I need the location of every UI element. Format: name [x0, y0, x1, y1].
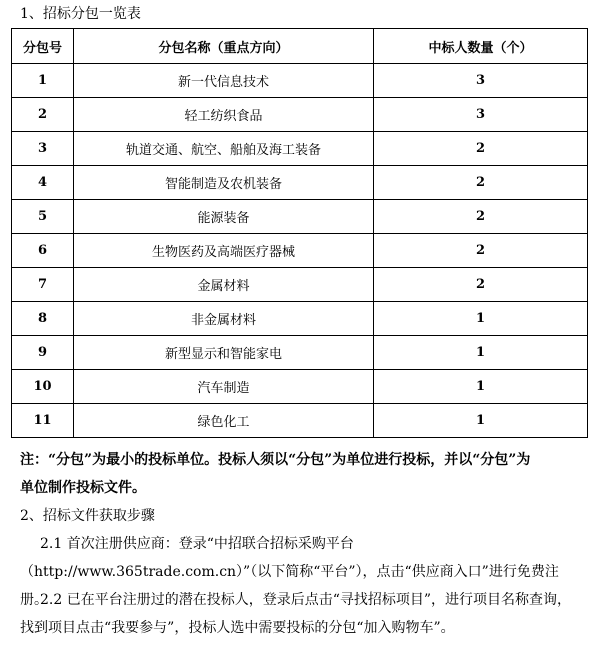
package-no-cell: 10	[12, 370, 74, 404]
package-no-cell: 6	[12, 234, 74, 268]
header-package-name: 分包名称（重点方向）	[74, 29, 374, 64]
winner-count-cell: 2	[374, 132, 588, 166]
package-name-cell: 能源装备	[74, 200, 374, 234]
winner-count-cell: 1	[374, 336, 588, 370]
table-row	[12, 336, 588, 370]
package-table	[11, 28, 588, 438]
package-no-cell: 11	[12, 404, 74, 438]
table-row	[12, 268, 588, 302]
package-note: 注：“分包”为最小的投标单位。投标人须以“分包”为单位进行投标，并以“分包”为单位制作投标文件。	[20, 452, 531, 496]
winner-count-cell: 2	[374, 268, 588, 302]
table-row	[12, 302, 588, 336]
package-no-cell: 2	[12, 98, 74, 132]
package-name-cell: 非金属材料	[74, 302, 374, 336]
package-no-cell: 4	[12, 166, 74, 200]
package-name-cell: 生物医药及高端医疗器械	[74, 234, 374, 268]
step-2-2: 2.2 已在平台注册过的潜在投标人，登录后点击“寻找招标项目”，进行项目名称查询，找到项目点击“我要参与”，投标人选中需要投标的分包“加入购物车”。	[20, 592, 572, 636]
section-1-title: 1、招标分包一览表	[20, 6, 141, 22]
table-row	[12, 166, 588, 200]
winner-count-cell: 2	[374, 166, 588, 200]
winner-count-cell: 2	[374, 234, 588, 268]
package-name-cell: 汽车制造	[74, 370, 374, 404]
package-name-cell: 新一代信息技术	[74, 64, 374, 98]
package-no-cell: 9	[12, 336, 74, 370]
package-no-cell: 5	[12, 200, 74, 234]
package-name-cell: 轨道交通、航空、船舶及海工装备	[74, 132, 374, 166]
winner-count-cell: 2	[374, 200, 588, 234]
package-name-cell: 金属材料	[74, 268, 374, 302]
winner-count-cell: 1	[374, 370, 588, 404]
table-row	[12, 370, 588, 404]
table-row	[12, 98, 588, 132]
package-name-cell: 绿色化工	[74, 404, 374, 438]
table-header-row	[12, 29, 588, 64]
winner-count-cell: 1	[374, 404, 588, 438]
table-row	[12, 200, 588, 234]
winner-count-cell: 3	[374, 64, 588, 98]
winner-count-cell: 1	[374, 302, 588, 336]
package-name-cell: 轻工纺织食品	[74, 98, 374, 132]
package-no-cell: 3	[12, 132, 74, 166]
header-package-no: 分包号	[12, 29, 74, 64]
package-no-cell: 1	[12, 64, 74, 98]
package-no-cell: 7	[12, 268, 74, 302]
table-row	[12, 404, 588, 438]
winner-count-cell: 3	[374, 98, 588, 132]
package-name-cell: 智能制造及农机装备	[74, 166, 374, 200]
table-row	[12, 234, 588, 268]
header-winner-count: 中标人数量（个）	[374, 29, 588, 64]
table-row	[12, 132, 588, 166]
package-name-cell: 新型显示和智能家电	[74, 336, 374, 370]
step-2-1: 2.1 首次注册供应商：登录“中招联合招标采购平台（http://www.365trade.com.cn）”（以下简称“平台”），点击“供应商入口”进行免费注册。	[20, 536, 559, 608]
package-no-cell: 8	[12, 302, 74, 336]
section-2-title: 2、招标文件获取步骤	[20, 508, 155, 524]
table-row	[12, 64, 588, 98]
